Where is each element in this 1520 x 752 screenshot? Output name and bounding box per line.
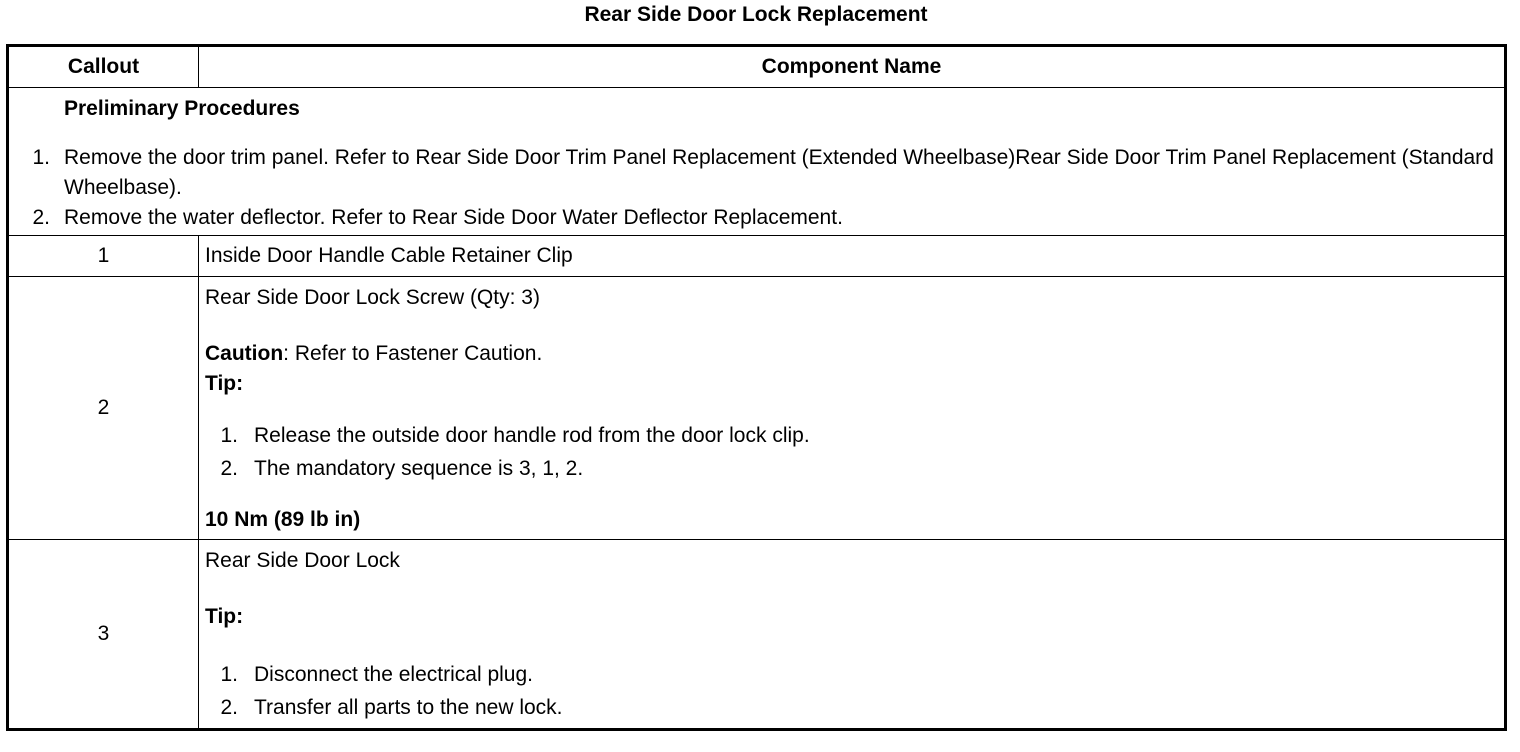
tip-number: 2. bbox=[220, 457, 238, 480]
step-number: 1. bbox=[32, 146, 50, 169]
list-item bbox=[205, 452, 1496, 485]
tip-number: 2. bbox=[220, 696, 238, 719]
step-number: 2. bbox=[32, 206, 50, 229]
caution-note bbox=[205, 339, 1496, 369]
preliminary-procedures-cell bbox=[8, 88, 1506, 236]
tip-number: 1. bbox=[220, 424, 238, 447]
caution-label: Caution bbox=[205, 342, 284, 365]
callout-number: 2 bbox=[8, 277, 199, 540]
component-name: Rear Side Door Lock Screw (Qty: 3) bbox=[205, 286, 540, 309]
callout-number: 1 bbox=[8, 236, 199, 277]
component-name: Rear Side Door Lock bbox=[205, 549, 400, 572]
component-name: Inside Door Handle Cable Retainer Clip bbox=[199, 236, 1506, 277]
callout-number: 3 bbox=[8, 540, 199, 730]
tip-list bbox=[205, 658, 1496, 724]
component-detail-cell bbox=[199, 277, 1506, 540]
component-detail-cell bbox=[199, 540, 1506, 730]
preliminary-procedures-heading: Preliminary Procedures bbox=[64, 97, 300, 120]
tip-label: Tip: bbox=[205, 372, 244, 395]
tip-text: Release the outside door handle rod from the door lock clip. bbox=[254, 424, 810, 447]
tip-text: The mandatory sequence is 3, 1, 2. bbox=[254, 457, 584, 480]
list-item bbox=[9, 143, 1496, 203]
step-text: Remove the water deflector. Refer to Rear Side Door Water Deflector Replacement. bbox=[64, 206, 843, 229]
step-text: Remove the door trim panel. Refer to Rear Side Door Trim Panel Replacement (Extended Wheelbase)Rear Side Door Trim Panel Replacement (Standard Wheelbase). bbox=[64, 146, 1494, 199]
preliminary-steps-list bbox=[9, 143, 1496, 233]
caution-text: : Refer to Fastener Caution. bbox=[283, 342, 543, 365]
table-header-row bbox=[8, 46, 1506, 88]
tip-number: 1. bbox=[220, 663, 238, 686]
tip-text: Transfer all parts to the new lock. bbox=[254, 696, 563, 719]
tip-list bbox=[205, 419, 1496, 485]
table-row bbox=[8, 540, 1506, 730]
table-row bbox=[8, 277, 1506, 540]
list-item bbox=[205, 658, 1496, 691]
tip-label: Tip: bbox=[205, 605, 244, 628]
list-item bbox=[205, 691, 1496, 724]
preliminary-procedures-row bbox=[8, 88, 1506, 236]
tip-text: Disconnect the electrical plug. bbox=[254, 663, 533, 686]
procedure-table bbox=[6, 44, 1507, 731]
column-header-callout: Callout bbox=[8, 46, 199, 88]
list-item bbox=[9, 203, 1496, 233]
column-header-component-name: Component Name bbox=[199, 46, 1506, 88]
table-row bbox=[8, 236, 1506, 277]
torque-spec: 10 Nm (89 lb in) bbox=[205, 508, 361, 531]
page-title: Rear Side Door Lock Replacement bbox=[584, 3, 928, 26]
list-item bbox=[205, 419, 1496, 452]
